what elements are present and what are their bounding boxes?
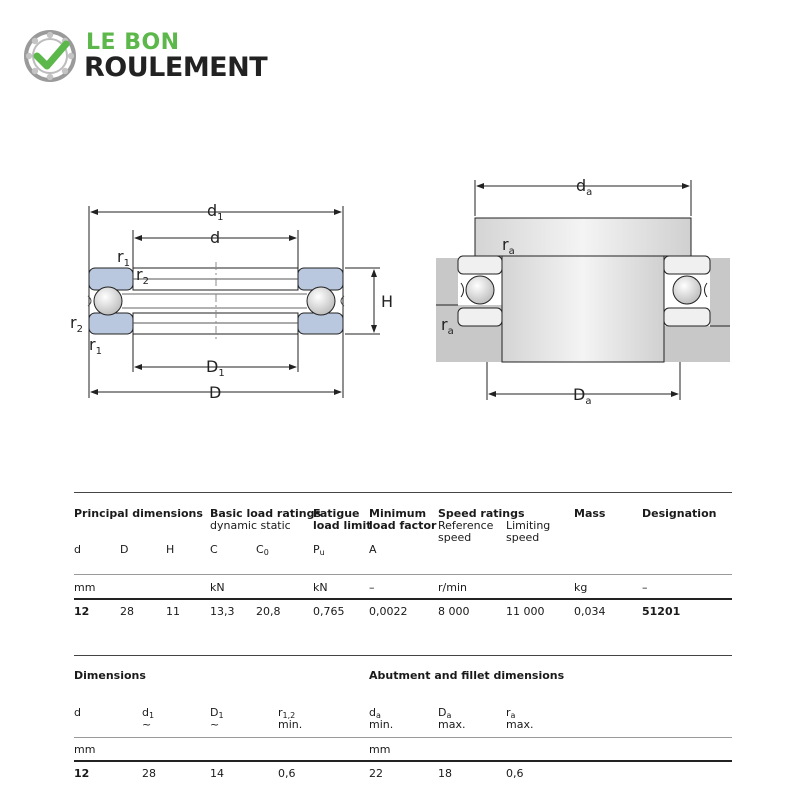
table-cell: 28 [142,767,156,780]
label-ra-bottom: $r_a$ [441,315,454,337]
table-divider [74,655,732,656]
mark-ra: max. [506,718,534,731]
table-cell: 13,3 [210,605,235,618]
unit-dash-1: – [369,581,375,594]
label-D1: $D_1$ [206,357,225,379]
mark-r12: min. [278,718,303,731]
header-fatigue-2: load limit [313,519,372,532]
symbol-r12: $r_{1,2}$ [278,706,296,720]
header-designation: Designation [642,507,717,520]
symbol-d: d [74,706,81,719]
table-cell: 12 [74,605,90,618]
designation-value: 51201 [642,605,681,618]
symbol-d: d [74,543,81,556]
unit-dash-2: – [642,581,648,594]
label-r1-top: $r_1$ [117,247,130,269]
symbol-Pu: $P_u$ [313,543,325,557]
specs-table [74,492,732,602]
table-cell: 8 000 [438,605,470,618]
bearing-section-left [88,206,380,398]
symbol-C0: $C_0$ [256,543,269,557]
unit-mm-2: mm [369,743,391,756]
mark-Da: max. [438,718,466,731]
label-d: d [210,228,221,247]
table-divider [74,737,732,738]
label-Da: $D_a$ [573,385,592,407]
header-limiting-2: speed [506,531,540,544]
table-cell: 0,0022 [369,605,408,618]
table-divider [74,492,732,493]
symbol-Da: $D_a$ [438,706,452,720]
specs-table-row [74,606,732,622]
header-minimum: Minimum [369,507,427,520]
table-divider [74,574,732,575]
header-reference-2: speed [438,531,472,544]
symbol-d1: $d_1$ [142,706,155,720]
label-H: H [381,292,394,311]
symbol-da: $d_a$ [369,706,381,720]
symbol-H: H [166,543,175,556]
unit-kN-2: kN [313,581,328,594]
header-mass: Mass [574,507,606,520]
table-cell: 28 [120,605,134,618]
mark-d1: ~ [142,718,152,731]
table-cell: 20,8 [256,605,281,618]
table-cell: 18 [438,767,452,780]
mark-da: min. [369,718,394,731]
table-divider [74,598,732,600]
table-cell: 0,6 [506,767,524,780]
table-cell: 22 [369,767,383,780]
header-fatigue: Fatigue [313,507,360,520]
mounting-section-right [436,180,730,400]
header-basic-sub: dynamic static [210,519,291,532]
symbol-ra: $r_a$ [506,706,516,720]
table-cell: 11 [166,605,180,618]
mark-D1: ~ [210,718,220,731]
label-r1-bottom: $r_1$ [89,335,102,357]
table-divider [74,760,732,762]
label-d1: $d_1$ [207,201,224,223]
header-principal-dimensions: Principal dimensions [74,507,203,520]
header-reference: Reference [438,519,494,532]
dimensions-table [74,655,732,785]
label-ra-top: $r_a$ [502,235,515,257]
logo-line-1: LE BON [86,30,180,55]
table-cell: 0,765 [313,605,345,618]
label-da: $d_a$ [576,176,593,198]
header-speed-ratings: Speed ratings [438,507,525,520]
unit-mm: mm [74,581,96,594]
table-cell: 0,6 [278,767,296,780]
header-dimensions: Dimensions [74,669,146,682]
symbol-A: A [369,543,377,556]
unit-mm-1: mm [74,743,96,756]
unit-kg: kg [574,581,588,594]
table-cell: 12 [74,767,90,780]
unit-rmin: r/min [438,581,467,594]
logo-line-2: ROULEMENT [84,52,268,83]
header-minimum-2: load factor [369,519,437,532]
label-r2-top: $r_2$ [136,265,149,287]
label-r2-left: $r_2$ [70,313,83,335]
label-D: D [209,383,222,402]
symbol-D1: $D_1$ [210,706,224,720]
header-abutment: Abutment and fillet dimensions [369,669,565,682]
table-cell: 0,034 [574,605,606,618]
table-cell: 11 000 [506,605,545,618]
unit-kN-1: kN [210,581,225,594]
header-limiting: Limiting [506,519,551,532]
table-cell: 14 [210,767,224,780]
symbol-C: C [210,543,218,556]
header-basic-load-ratings: Basic load ratings [210,507,322,520]
symbol-D: D [120,543,129,556]
